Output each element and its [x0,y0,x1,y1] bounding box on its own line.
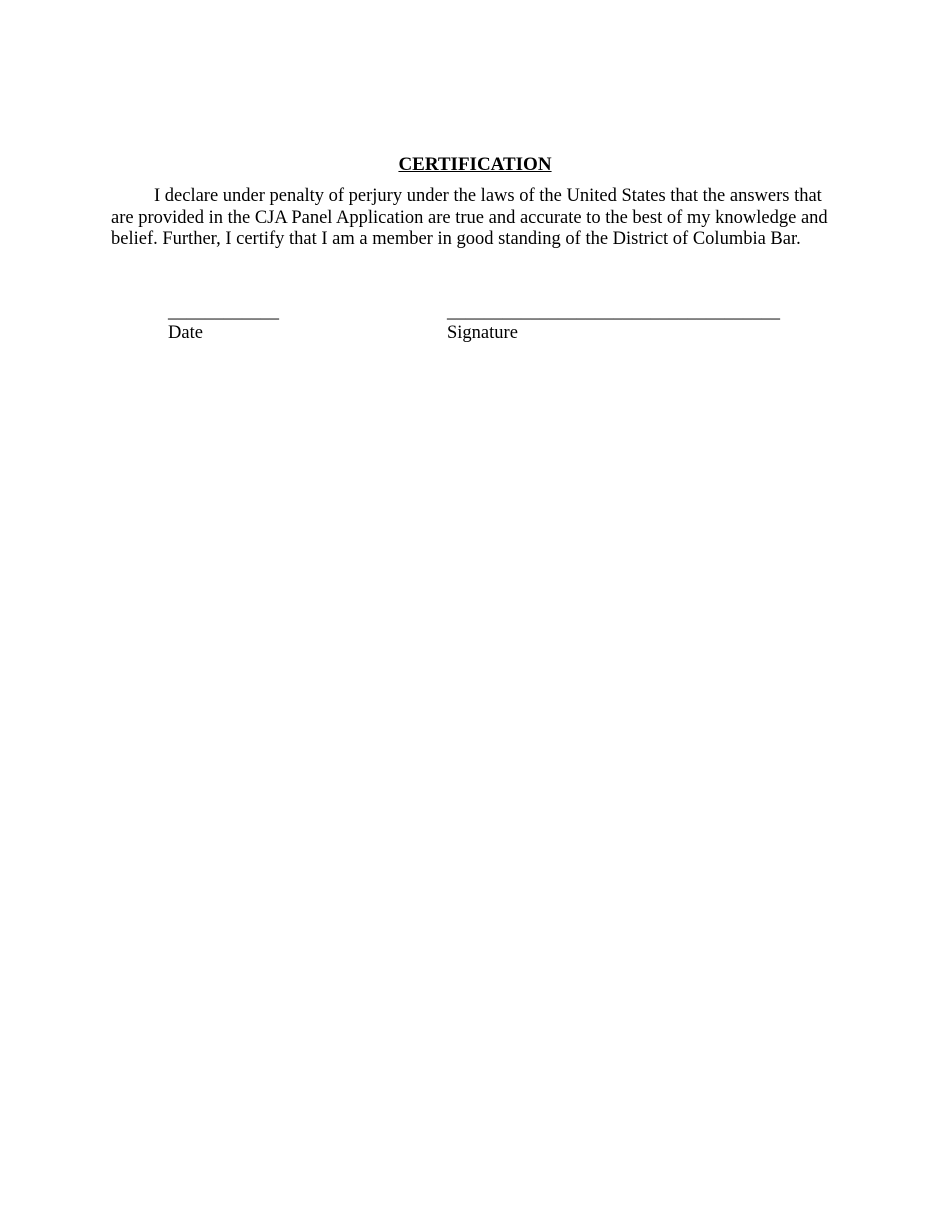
date-label: Date [168,323,203,343]
declaration-paragraph [111,186,839,251]
signature-line[interactable]: ____________________________________ [447,302,780,322]
signature-field[interactable] [447,302,780,344]
date-line[interactable]: ____________ [168,302,279,322]
signature-label: Signature [447,323,518,343]
date-field[interactable] [168,302,279,344]
page-title: CERTIFICATION [398,154,552,175]
declaration-text: I declare under penalty of perjury under the laws of the United States that the answers that are provided in the CJA Panel Application are true and accurate to the best of my knowledge and belief. Further, I certify that I am a member in good standing of the District of Columbia Bar. [111,186,828,249]
